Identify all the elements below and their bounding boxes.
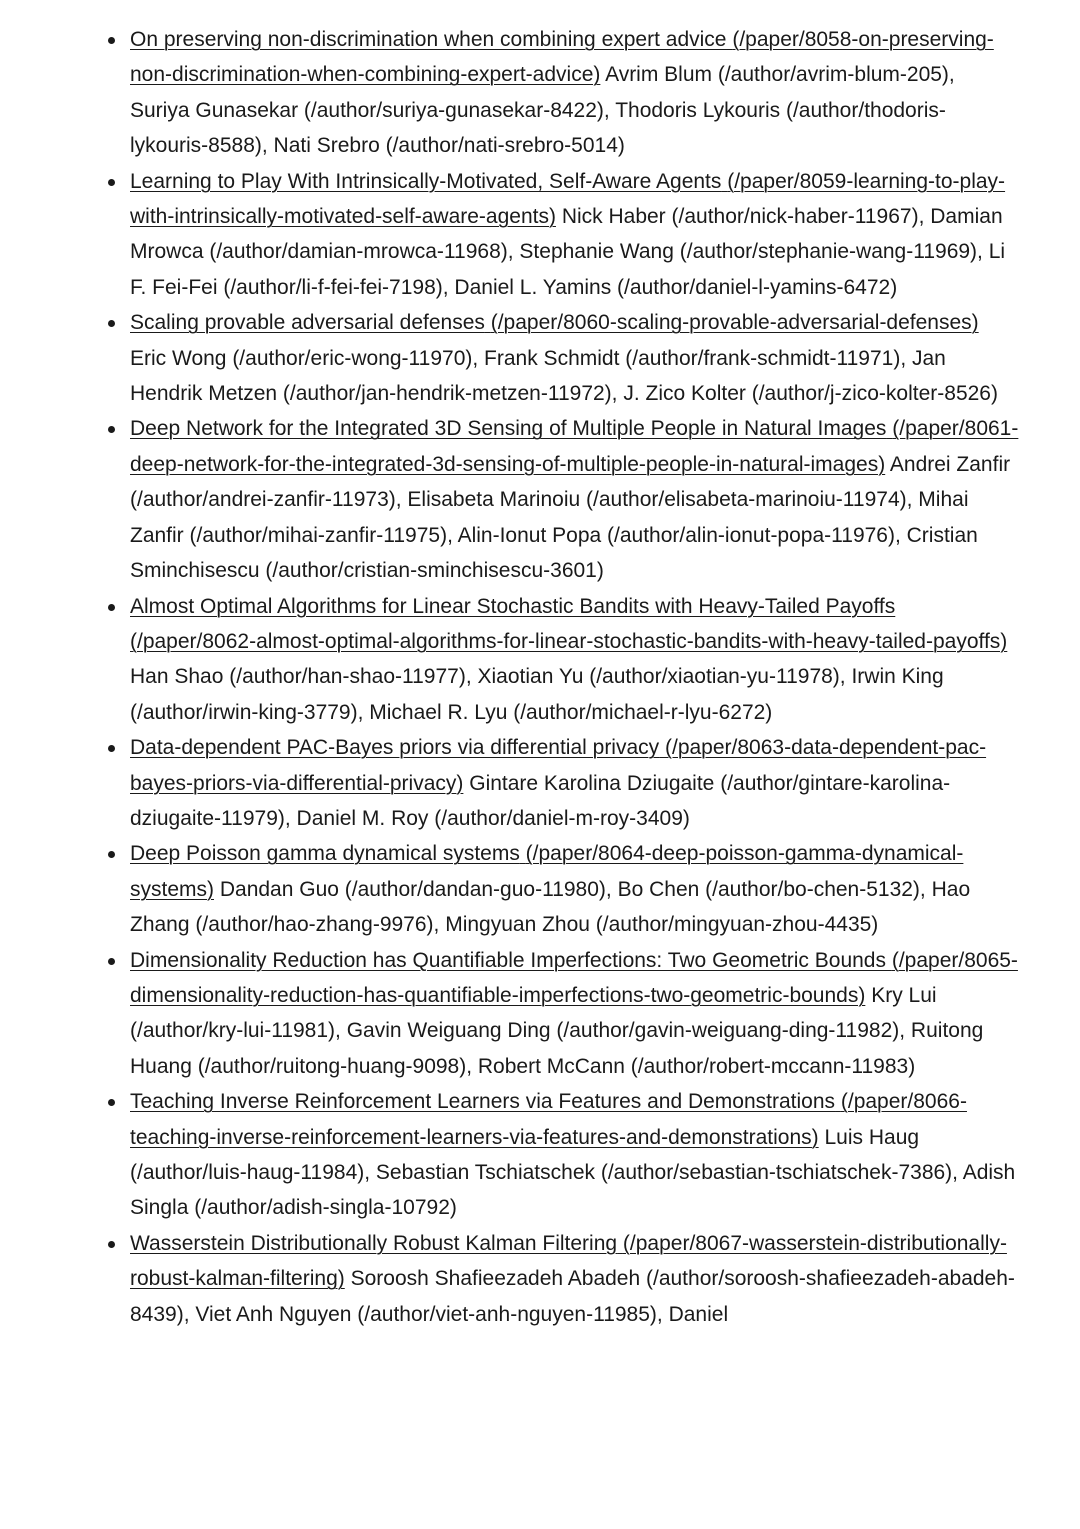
paper-authors: Kry Lui (/author/kry-lui-11981), Gavin Weiguang Ding (/author/gavin-weiguang-ding-11982), Ruitong Huang (/author/ruitong-huang-9098), Robert McCann (/author/robert-mccann-11983) <box>130 983 984 1078</box>
paper-title: Almost Optimal Algorithms for Linear Stochastic Bandits with Heavy-Tailed Payoffs <box>130 594 896 618</box>
list-item <box>130 164 1020 306</box>
paper-list <box>0 22 1020 1332</box>
paper-authors: Luis Haug (/author/luis-haug-11984), Sebastian Tschiatschek (/author/sebastian-tschiatschek-7386), Adish Singla (/author/adish-singla-10792) <box>130 1125 1016 1220</box>
paper-authors: Andrei Zanfir (/author/andrei-zanfir-11973), Elisabeta Marinoiu (/author/elisabeta-marinoiu-11974), Mihai Zanfir (/author/mihai-zanfir-11975), Alin-Ionut Popa (/author/alin-ionut-popa-11976), Cristian Sminchisescu (/author/cristian-sminchisescu-3601) <box>130 452 1011 583</box>
paper-title: Wasserstein Distributionally Robust Kalman Filtering <box>130 1231 618 1255</box>
paper-path: (/paper/8061-deep-network-for-the-integrated-3d-sensing-of-multiple-people-in-natural-images) <box>130 417 1019 476</box>
paper-authors: Eric Wong (/author/eric-wong-11970), Frank Schmidt (/author/frank-schmidt-11971), Jan Hendrik Metzen (/author/jan-hendrik-metzen-11972), J. Zico Kolter (/author/j-zico-kolter-8526) <box>130 346 998 406</box>
paper-link[interactable] <box>130 417 1018 475</box>
paper-path: (/paper/8067-wasserstein-distributionally-robust-kalman-filtering) <box>130 1231 1007 1291</box>
paper-title: Learning to Play With Intrinsically-Motivated, Self-Aware Agents <box>130 169 722 193</box>
paper-path: (/paper/8060-scaling-provable-adversarial-defenses) <box>490 311 979 335</box>
paper-link[interactable] <box>130 595 1007 653</box>
paper-title: Deep Network for the Integrated 3D Sensing of Multiple People in Natural Images <box>130 417 887 441</box>
paper-title: Teaching Inverse Reinforcement Learners via Features and Demonstrations <box>130 1090 836 1114</box>
list-item <box>130 1084 1020 1226</box>
paper-path: (/paper/8063-data-dependent-pac-bayes-priors-via-differential-privacy) <box>130 736 987 795</box>
bullet-icon <box>108 1241 115 1248</box>
list-item <box>130 730 1020 836</box>
list-item <box>130 1226 1020 1332</box>
paper-title: Scaling provable adversarial defenses <box>130 311 485 335</box>
paper-path: (/paper/8059-learning-to-play-with-intrinsically-motivated-self-aware-agents) <box>130 169 1006 229</box>
paper-title: On preserving non-discrimination when combining expert advice <box>130 28 727 51</box>
list-item <box>130 943 1020 1085</box>
paper-title: Data-dependent PAC-Bayes priors via differential privacy <box>130 736 660 760</box>
list-item <box>130 589 1020 731</box>
paper-path: (/paper/8064-deep-poisson-gamma-dynamical-systems) <box>130 842 964 901</box>
paper-authors: Avrim Blum (/author/avrim-blum-205), Suriya Gunasekar (/author/suriya-gunasekar-8422), Thodoris Lykouris (/author/thodoris-lykouris-8588), Nati Srebro (/author/nati-srebro-5014) <box>130 63 955 158</box>
paper-authors: Han Shao (/author/han-shao-11977), Xiaotian Yu (/author/xiaotian-yu-11978), Irwin King (/author/irwin-king-3779), Michael R. Lyu (/author/michael-r-lyu-6272) <box>130 665 944 724</box>
bullet-icon <box>108 320 115 327</box>
list-item <box>130 22 1020 164</box>
paper-authors: Soroosh Shafieezadeh Abadeh (/author/soroosh-shafieezadeh-abadeh-8439), Viet Anh Nguyen (/author/viet-anh-nguyen-11985), Daniel <box>130 1267 1015 1326</box>
bullet-icon <box>108 604 115 611</box>
paper-authors: Nick Haber (/author/nick-haber-11967), Damian Mrowca (/author/damian-mrowca-11968), Stephanie Wang (/author/stephanie-wang-11969), Li F. Fei-Fei (/author/li-f-fei-fei-7198), Daniel L. Yamins (/author/daniel-l-yamins-6472) <box>130 205 1006 299</box>
paper-path: (/paper/8066-teaching-inverse-reinforcement-learners-via-features-and-demonstrations) <box>130 1090 967 1149</box>
list-item <box>130 305 1020 411</box>
bullet-icon <box>108 37 115 44</box>
bullet-icon <box>108 851 115 858</box>
list-item <box>130 411 1020 588</box>
bullet-icon <box>108 745 115 752</box>
paper-path: (/paper/8065-dimensionality-reduction-has-quantifiable-imperfections-two-geometric-bounds) <box>130 948 1018 1007</box>
paper-authors: Gintare Karolina Dziugaite (/author/gintare-karolina-dziugaite-11979), Daniel M. Roy (/author/daniel-m-roy-3409) <box>130 771 951 830</box>
paper-path: (/paper/8062-almost-optimal-algorithms-for-linear-stochastic-bandits-with-heavy-tailed-payoffs) <box>130 629 1008 653</box>
paper-path: (/paper/8058-on-preserving-non-discrimination-when-combining-expert-advice) <box>130 28 994 87</box>
bullet-icon <box>108 1099 115 1106</box>
paper-authors: Dandan Guo (/author/dandan-guo-11980), Bo Chen (/author/bo-chen-5132), Hao Zhang (/author/hao-zhang-9976), Mingyuan Zhou (/author/mingyuan-zhou-4435) <box>130 877 971 937</box>
bullet-icon <box>108 958 115 965</box>
list-item <box>130 836 1020 942</box>
paper-link[interactable] <box>130 311 979 334</box>
paper-title: Deep Poisson gamma dynamical systems <box>130 842 520 866</box>
bullet-icon <box>108 426 115 433</box>
bullet-icon <box>108 179 115 186</box>
paper-title: Dimensionality Reduction has Quantifiable Imperfections: Two Geometric Bounds <box>130 948 886 972</box>
